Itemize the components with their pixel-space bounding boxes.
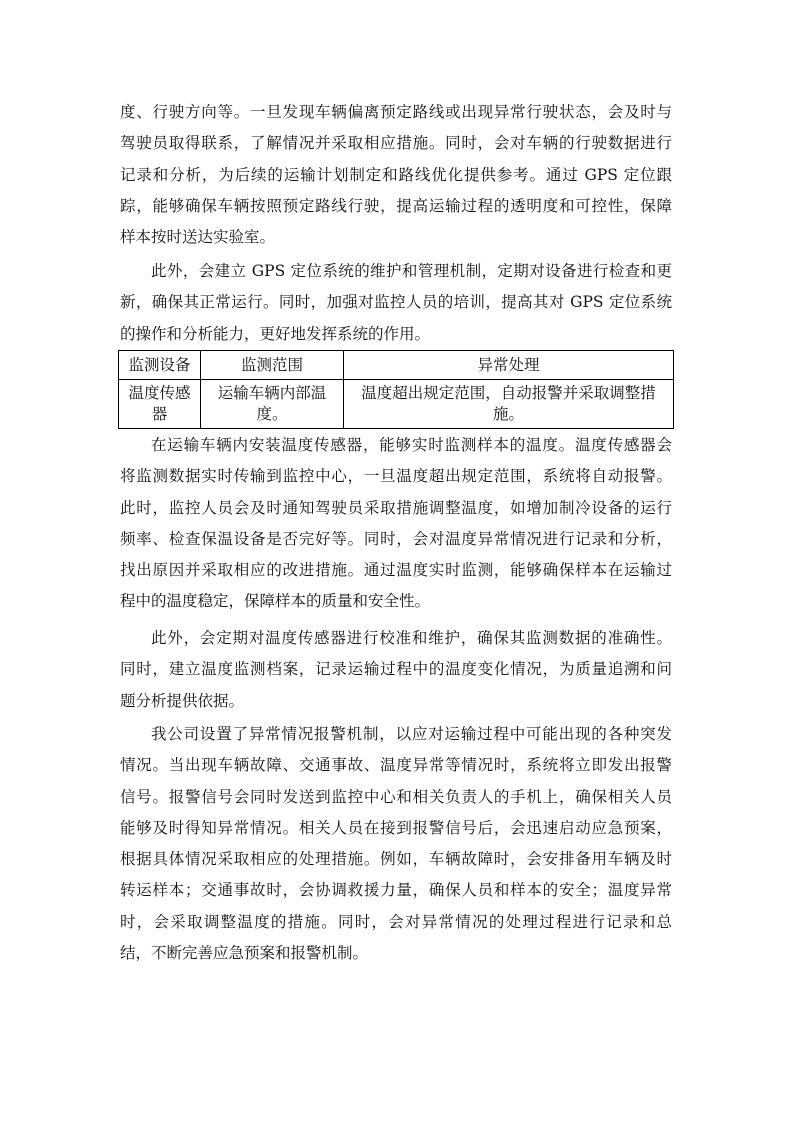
header-range: 监测范围 — [201, 351, 344, 380]
text-line: 将监测数据实时传输到监控中心，一旦温度超出规定范围，系统将自动报警。 — [120, 467, 672, 486]
text-line: 结，不断完善应急预案和报警机制。 — [120, 944, 369, 963]
text-line: 记录和分析，为后续的运输计划制定和路线优化提供参考。通过 GPS 定位跟 — [120, 165, 672, 184]
text-line: 情况。当出现车辆故障、交通事故、温度异常等情况时，系统将立即发出报警 — [120, 756, 672, 775]
header-handling: 异常处理 — [344, 351, 674, 380]
monitoring-table — [118, 350, 674, 429]
text-line: 时，会采取调整温度的措施。同时，会对异常情况的处理过程进行记录和总 — [120, 912, 672, 931]
text-line: 此外，会建立 GPS 定位系统的维护和管理机制，定期对设备进行检查和更 — [151, 262, 672, 280]
header-device: 监测设备 — [119, 351, 201, 380]
paragraph-temperature-monitoring — [120, 430, 672, 618]
text-line: 度、行驶方向等。一旦发现车辆偏离预定路线或出现异常行驶状态，会及时与 — [120, 103, 672, 121]
text-line: 此时，监控人员会及时通知驾驶员采取措施调整温度，如增加制冷设备的运行 — [120, 498, 672, 517]
text-line: 程中的温度稳定，保障样本的质量和安全性。 — [120, 592, 431, 611]
text-line: 此外，会定期对温度传感器进行校准和维护，确保其监测数据的准确性。 — [151, 629, 672, 647]
cell-handling: 温度超出规定范围，自动报警并采取调整措施。 — [344, 380, 674, 429]
text-line: 题分析提供依据。 — [120, 691, 245, 710]
paragraph-gps-tracking — [120, 97, 672, 253]
text-line: 能够及时得知异常情况。相关人员在接到报警信号后，会迅速启动应急预案， — [120, 818, 672, 837]
cell-device: 温度传感器 — [119, 380, 201, 429]
text-line: 踪，能够确保车辆按照预定路线行驶，提高运输过程的透明度和可控性，保障 — [120, 196, 672, 215]
text-line: 新，确保其正常运行。同时，加强对监控人员的培训，提高其对 GPS 定位系统 — [120, 293, 672, 312]
table-header-row — [119, 351, 674, 380]
cell-range: 运输车辆内部温度。 — [201, 380, 344, 429]
text-line: 找出原因并采取相应的改进措施。通过温度实时监测，能够确保样本在运输过 — [120, 561, 672, 580]
text-line: 的操作和分析能力，更好地发挥系统的作用。 — [120, 324, 431, 343]
text-line: 在运输车辆内安装温度传感器，能够实时监测样本的温度。温度传感器会 — [151, 436, 672, 454]
text-line: 样本按时送达实验室。 — [120, 228, 276, 247]
paragraph-sensor-calibration — [120, 623, 672, 717]
text-line: 转运样本；交通事故时，会协调救援力量，确保人员和样本的安全；温度异常 — [120, 881, 672, 900]
text-line: 根据具体情况采取相应的处理措施。例如，车辆故障时，会安排备用车辆及时 — [120, 850, 672, 869]
paragraph-alarm-mechanism — [120, 719, 672, 969]
text-line: 频率、检查保温设备是否完好等。同时，会对温度异常情况进行记录和分析， — [120, 529, 672, 548]
paragraph-gps-maintenance — [120, 256, 672, 350]
text-line: 信号。报警信号会同时发送到监控中心和相关负责人的手机上，确保相关人员 — [120, 787, 672, 806]
table-row — [119, 380, 674, 429]
text-line: 驾驶员取得联系，了解情况并采取相应措施。同时，会对车辆的行驶数据进行 — [120, 134, 672, 153]
text-line: 我公司设置了异常情况报警机制，以应对运输过程中可能出现的各种突发 — [151, 725, 672, 743]
text-line: 同时，建立温度监测档案，记录运输过程中的温度变化情况，为质量追溯和问 — [120, 660, 672, 679]
